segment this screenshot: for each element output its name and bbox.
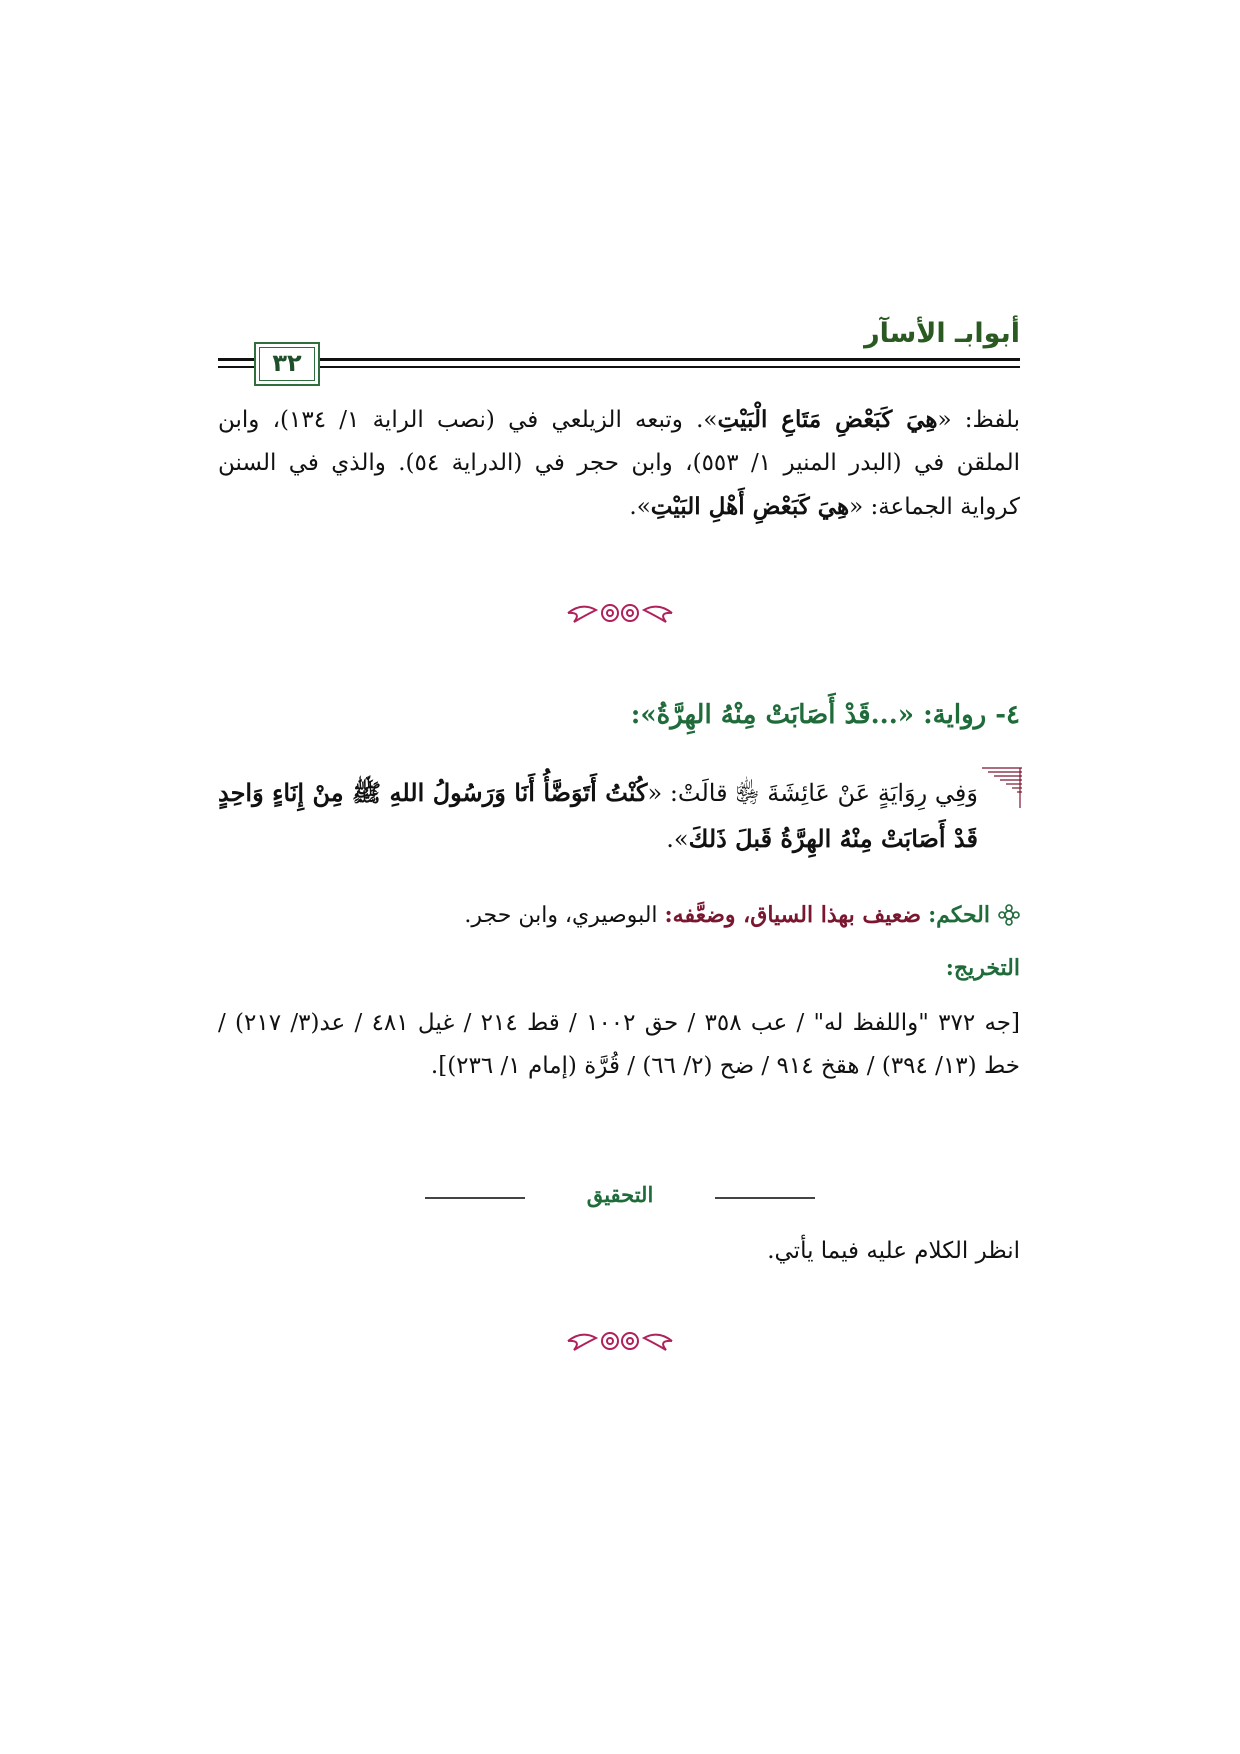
hadith-intro: وَفِي رِوَايَةٍ عَنْ عَائِشَةَ ﵂ قالَتْ: « [647,779,978,807]
ruling-line [464,902,1020,928]
intro-quote-1: هِيَ كَبَعْضِ مَتَاعِ الْبَيْتِ [717,406,938,433]
hadith-text [218,770,978,862]
intro-text-cont: ». وتبعه الزيلعي في (نصب الراية ١/ ١٣٤)، وابن الملقن في (البدر المنير ١/ ٥٥٣)، وابن حجر في (الدراية ٥٤). والذي في السنن كرواية الجماعة: « [218,407,1021,520]
corner-ornament-icon [980,766,1022,808]
chapter-title: أبوابـ الأسآر [864,318,1020,349]
hadith-end: ». [666,825,689,853]
section-heading: ٤- رواية: «...قَدْ أَصَابَتْ مِنْهُ الهِرَّةُ»: [630,700,1020,730]
ruling-label: الحكم: [928,902,990,928]
takhrij-sources: [جه ٣٧٢ "واللفظ له" / عب ٣٥٨ / حق ١٠٠٢ / قط ٢١٤ / غيل ٤٨١ / عد(٣/ ٢١٧) / خط (١٣/ ٣٩٤) / هقخ ٩١٤ / ضح (٢/ ٦٦) / قُرَّة (إمام ١/ ٢٣٦)]. [218,1010,1020,1079]
page-header [218,312,1020,382]
intro-text-end: ». [629,494,651,520]
header-rule [218,358,1020,361]
tahqiq-note: انظر الكلام عليه فيما يأتي. [767,1238,1020,1264]
intro-paragraph [218,398,1020,529]
floral-ornament-icon [560,598,680,628]
header-rule-thin [218,366,1020,368]
page-number: ٣٢ [272,349,302,377]
intro-quote-2: هِيَ كَبَعْضِ أَهْلِ البَيْتِ [650,493,850,520]
flower-bullet-icon [998,904,1020,926]
ruling-authorities: البوصيري، وابن حجر. [464,903,658,928]
tahqiq-heading: التحقيق [586,1182,654,1207]
intro-text: بلفظ: « [937,407,1021,433]
tahqiq-divider [425,1182,815,1212]
takhrij-heading: التخريج: [945,955,1020,981]
floral-ornament-icon [560,1326,680,1356]
ruling-value: ضعيف بهذا السياق، وضعَّفه: [664,902,922,928]
page-number-frame [254,342,320,386]
hadith-quote: كُنْتُ أَتَوَضَّأُ أَنَا وَرَسُولُ اللهِ ﷺ مِنْ إِنَاءٍ وَاحِدٍ قَدْ أَصَابَتْ مِنْهُ الهِرَّةُ قَبلَ ذَلكَ [218,778,978,853]
